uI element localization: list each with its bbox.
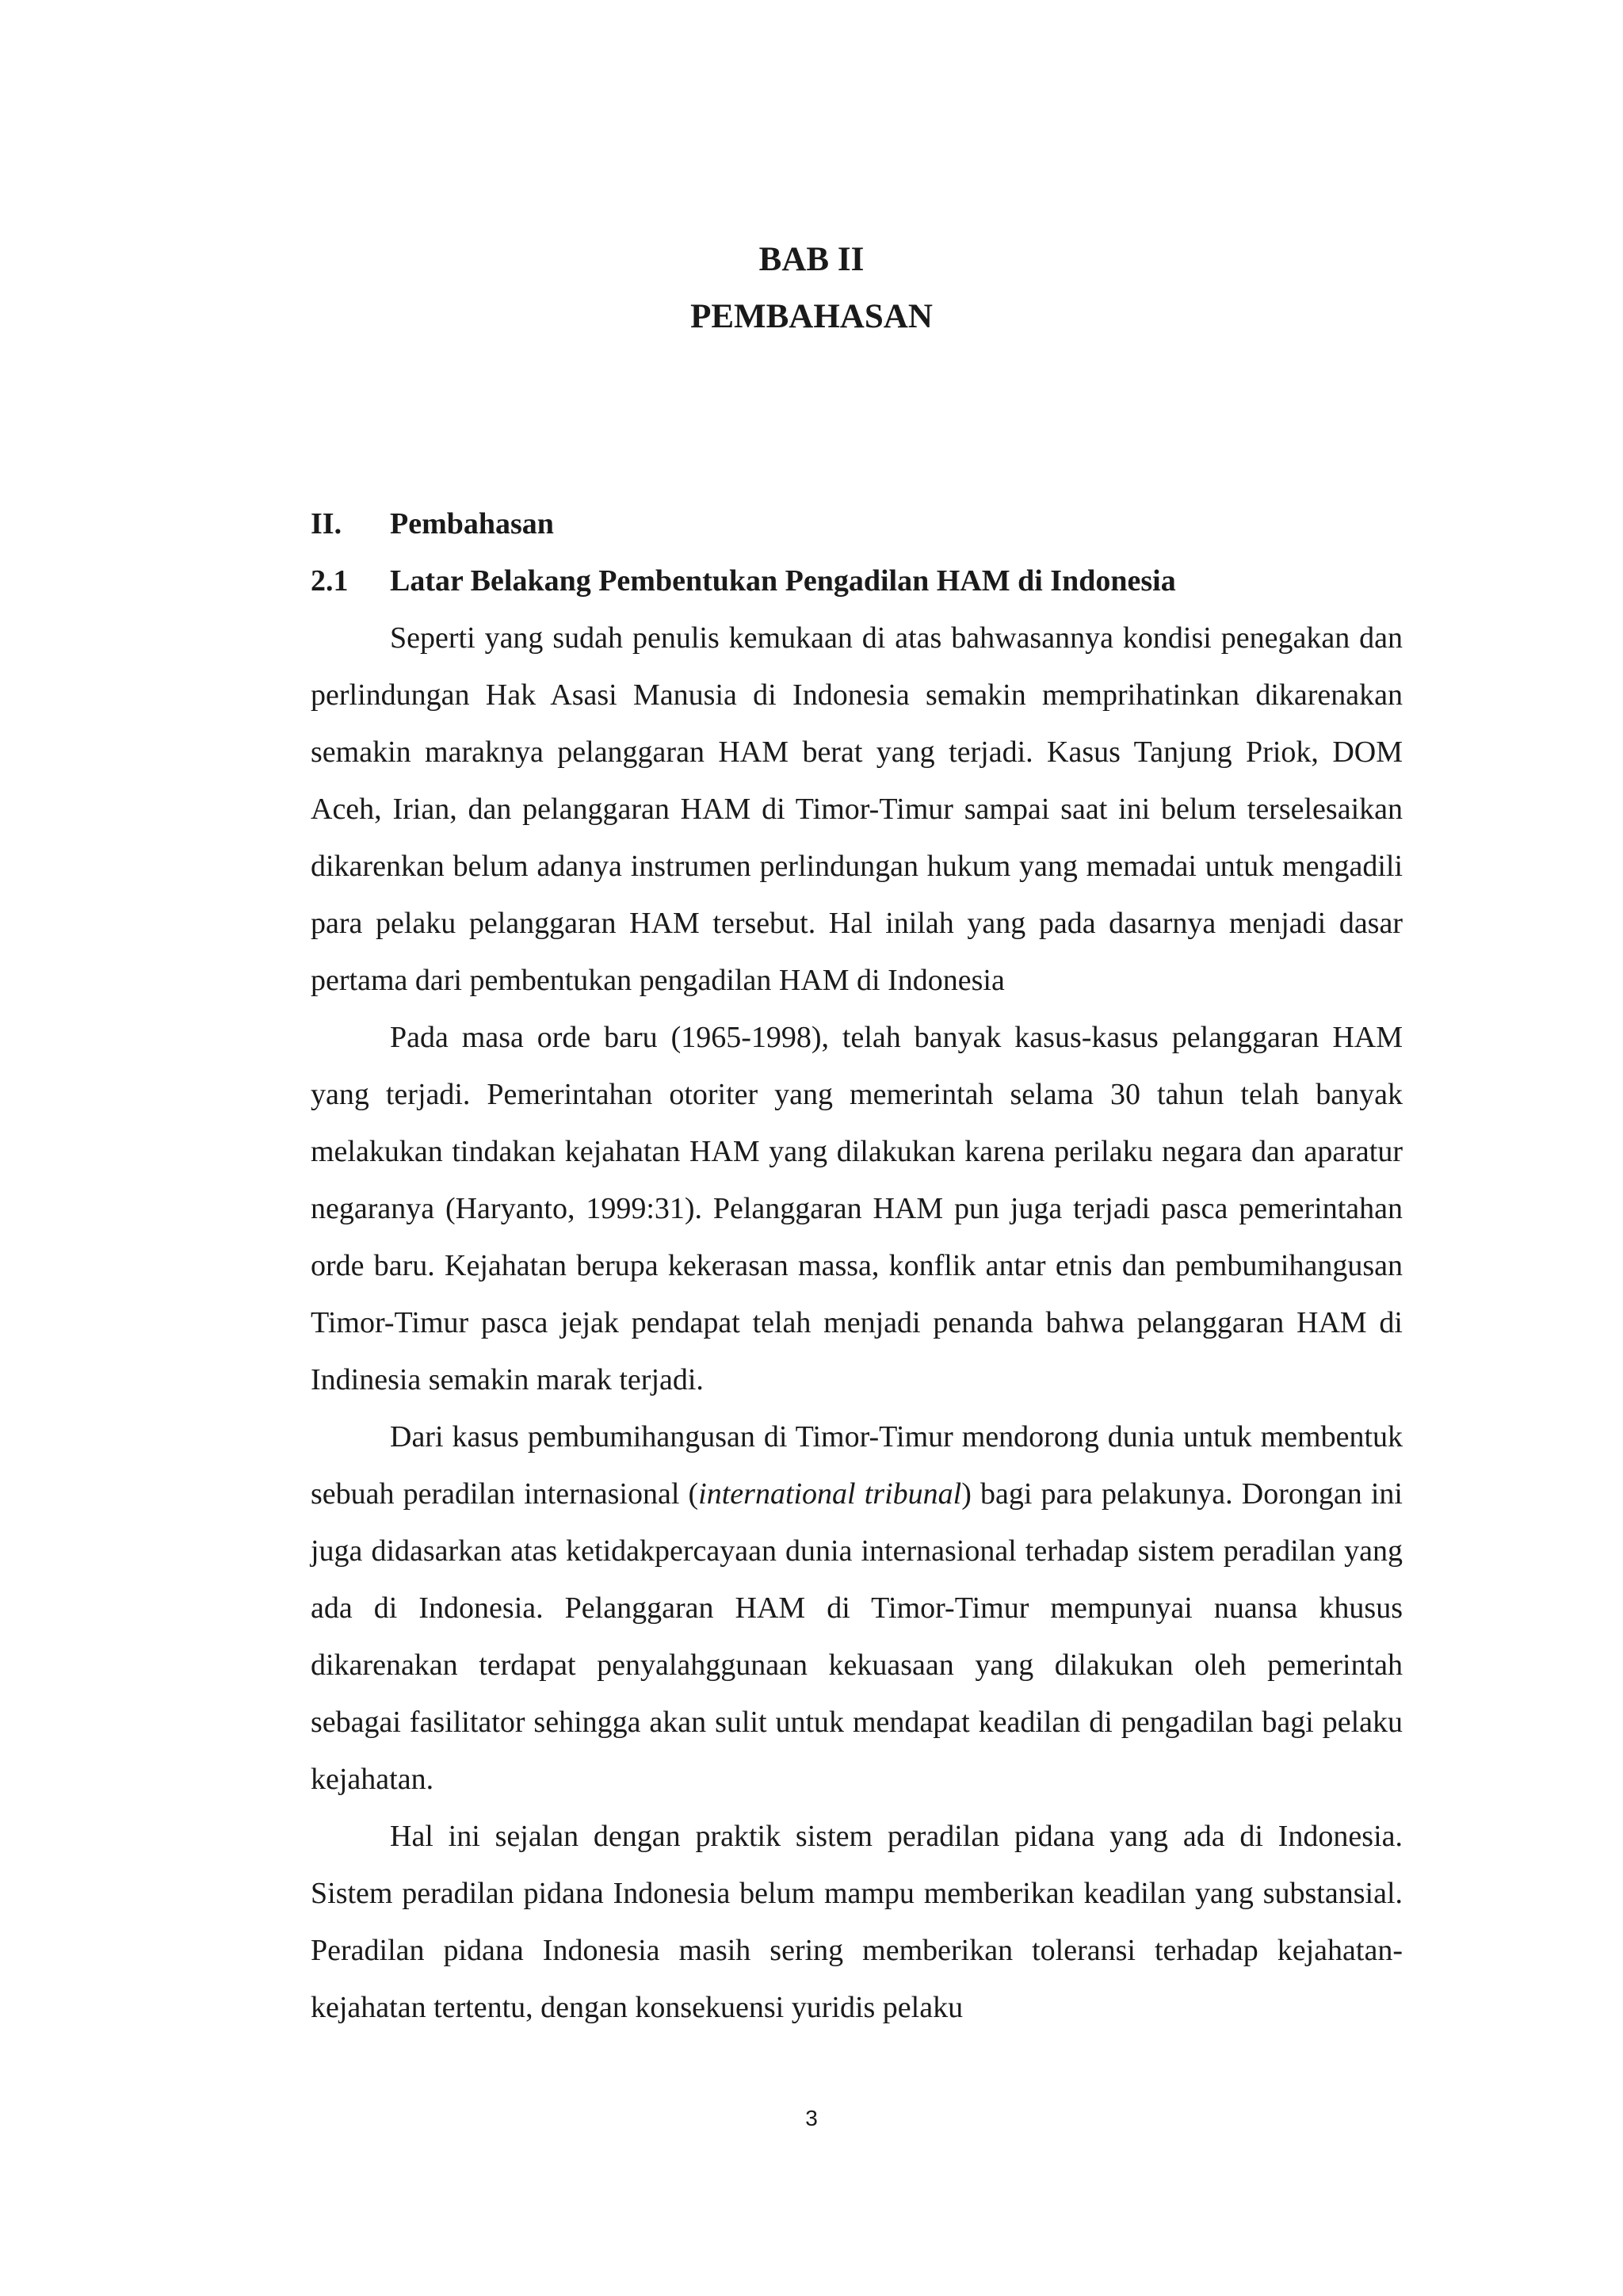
body-paragraph: Hal ini sejalan dengan praktik sistem peradilan pidana yang ada di Indonesia. Sistem peradilan pidana Indonesia belum mampu memberikan keadilan yang substansial. Peradilan pidana Indonesia masih sering memberikan toleransi terhadap kejahatan-kejahatan tertentu, dengan konsekuensi yuridis pelaku	[311, 1820, 1403, 2024]
body-paragraph: Pada masa orde baru (1965-1998), telah banyak kasus-kasus pelanggaran HAM yang terjadi. Pemerintahan otoriter yang memerintah selama 30 tahun telah banyak melakukan tindakan kejahatan HAM yang dilakukan karena perilaku negara dan aparatur negaranya (Haryanto, 1999:31). Pelanggaran HAM pun juga terjadi pasca pemerintahan orde baru. Kejahatan berupa kekerasan massa, konflik antar etnis dan pembumihangusan Timor-Timur pasca jejak pendapat telah menjadi penanda bahwa pelanggaran HAM di Indinesia semakin marak terjadi.	[311, 1021, 1403, 1396]
section-number: II.	[311, 507, 342, 541]
chapter-title: PEMBAHASAN	[690, 298, 933, 335]
section-title: Pembahasan	[390, 507, 554, 541]
chapter-heading	[0, 231, 1623, 346]
subsection-number: 2.1	[311, 564, 349, 598]
body-paragraph	[311, 1408, 1403, 1808]
chapter-label: BAB II	[758, 241, 865, 278]
paragraph-text: ) bagi para pelakunya. Dorongan ini juga didasarkan atas ketidakpercayaan dunia internasional terhadap sistem peradilan yang ada di Indonesia. Pelanggaran HAM di Timor-Timur mempunyai nuansa khusus dikarenakan terdapat penyalahggunaan kekuasaan yang dilakukan oleh pemerintah sebagai fasilitator sehingga akan sulit untuk mendapat keadilan di pengadilan bagi pelaku kejahatan.	[311, 1477, 1403, 1796]
body-paragraph: Seperti yang sudah penulis kemukaan di atas bahwasannya kondisi penegakan dan perlindungan Hak Asasi Manusia di Indonesia semakin memprihatinkan dikarenakan semakin maraknya pelanggaran HAM berat yang terjadi. Kasus Tanjung Priok, DOM Aceh, Irian, dan pelanggaran HAM di Timor-Timur sampai saat ini belum terselesaikan dikarenkan belum adanya instrumen perlindungan hukum yang memadai untuk mengadili para pelaku pelanggaran HAM tersebut. Hal inilah yang pada dasarnya menjadi dasar pertama dari pembentukan pengadilan HAM di Indonesia	[311, 621, 1403, 997]
subsection-title: Latar Belakang Pembentukan Pengadilan HAM di Indonesia	[390, 564, 1176, 598]
document-body	[311, 495, 1403, 2036]
subsection-heading	[311, 552, 1403, 609]
italic-term: international tribunal	[698, 1477, 962, 1511]
page-number: 3	[805, 2106, 818, 2130]
paragraph-text: Dari kasus pembumihangusan di Timor-Timur mendorong dunia untuk membentuk sebuah peradilan internasional (	[311, 1420, 1403, 1511]
section-heading	[311, 495, 1403, 552]
